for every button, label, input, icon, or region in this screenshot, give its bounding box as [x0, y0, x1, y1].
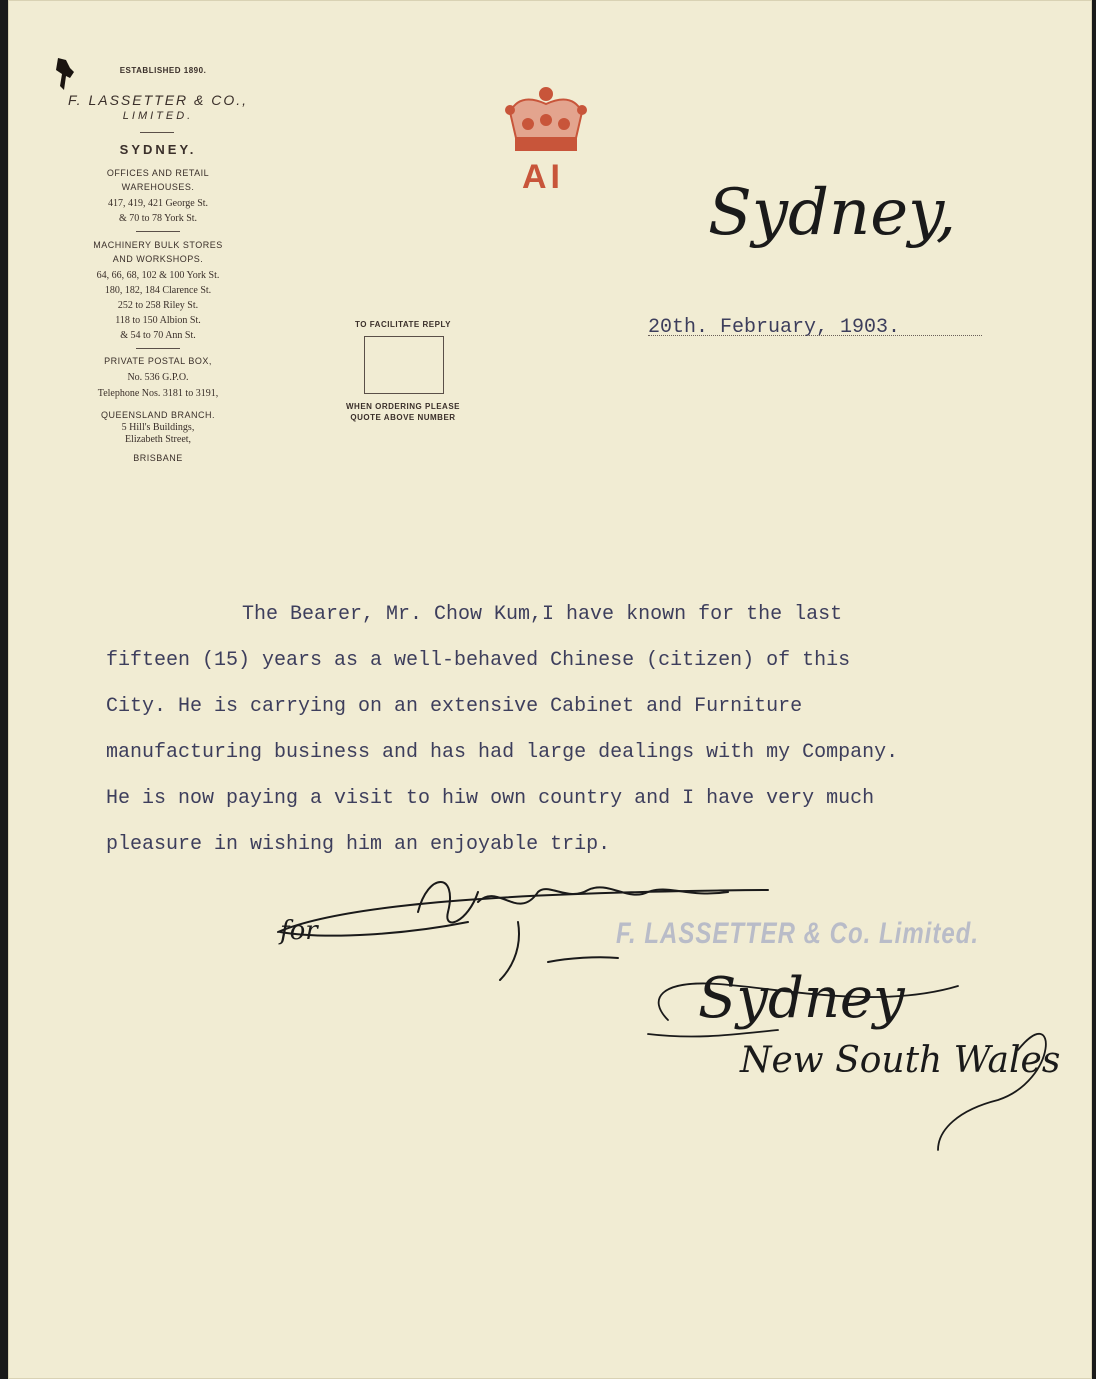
crown-icon — [500, 82, 592, 162]
divider — [136, 348, 180, 349]
reply-box-bottom-label-2: QUOTE ABOVE NUMBER — [350, 413, 456, 422]
warehouses-label: WAREHOUSES. — [121, 182, 195, 192]
telephone-numbers: Telephone Nos. 3181 to 3191, — [97, 388, 219, 399]
branch-street: Elizabeth Street, — [124, 434, 192, 445]
address-york-st: & 70 to 78 York St. — [118, 213, 198, 224]
signature-state: New South Wales — [740, 1040, 1061, 1081]
divider — [136, 231, 180, 232]
address-york-st-2: 64, 66, 68, 102 & 100 York St. — [96, 270, 220, 281]
machinery-heading: MACHINERY BULK STORES — [93, 240, 223, 250]
place-heading: Sydney, — [708, 176, 957, 250]
date-line — [648, 335, 982, 336]
reply-number-box — [364, 336, 444, 394]
body-line: The Bearer, Mr. Chow Kum,I have known for the last — [242, 603, 843, 626]
flourish-strokes — [638, 960, 1096, 1160]
postal-box-label: PRIVATE POSTAL BOX, — [104, 356, 212, 366]
reply-box-top-label: TO FACILITATE REPLY — [355, 320, 451, 329]
reply-box-bottom-label-1: WHEN ORDERING PLEASE — [345, 402, 460, 411]
address-clarence-st: 180, 182, 184 Clarence St. — [104, 285, 212, 296]
divider — [140, 132, 174, 133]
address-ann-st: & 54 to 70 Ann St. — [120, 330, 196, 341]
offices-heading: OFFICES AND RETAIL — [106, 168, 210, 178]
body-line: pleasure in wishing him an enjoyable trip. — [106, 833, 611, 856]
letter-sheet — [8, 0, 1092, 1379]
body-line: He is now paying a visit to hiw own country and I have very much — [106, 787, 875, 810]
company-name: F. LASSETTER & CO., — [67, 92, 249, 108]
branch-city: BRISBANE — [133, 453, 183, 463]
letterhead-city: SYDNEY. — [119, 142, 197, 157]
per-pro-label: for — [280, 916, 318, 946]
address-albion-st: 118 to 150 Albion St. — [115, 315, 201, 326]
company-stamp: F. LASSETTER & Co. Limited. — [616, 916, 980, 951]
body-line: manufacturing business and has had large dealings with my Company. — [106, 741, 899, 764]
queensland-branch: QUEENSLAND BRANCH. — [100, 410, 216, 420]
workshops-label: AND WORKSHOPS. — [112, 254, 204, 264]
established-text: ESTABLISHED 1890. — [119, 66, 207, 75]
letter-date: 20th. February, 1903. — [648, 316, 901, 339]
body-line: City. He is carrying on an extensive Cabinet and Furniture — [106, 695, 803, 718]
branch-building: 5 Hill's Buildings, — [121, 422, 195, 433]
body-line: fifteen (15) years as a well-behaved Chinese (citizen) of this — [106, 649, 851, 672]
address-george-st: 417, 419, 421 George St. — [107, 198, 209, 209]
signature-city: Sydney — [698, 966, 905, 1031]
ink-blot — [52, 56, 82, 96]
crest-mark: AI — [522, 158, 564, 196]
address-riley-st: 252 to 258 Riley St. — [117, 300, 199, 311]
company-limited: LIMITED. — [122, 110, 194, 122]
postal-box-number: No. 536 G.P.O. — [127, 372, 189, 383]
